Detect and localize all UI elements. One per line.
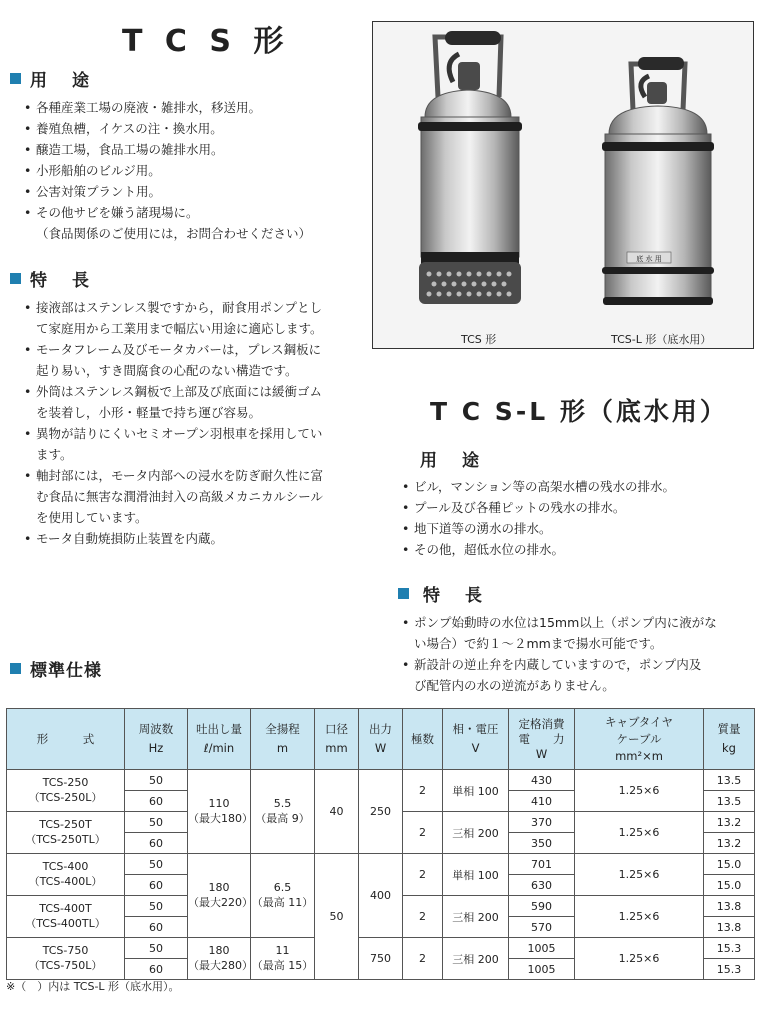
- phase-cell: 単相 100: [443, 854, 509, 896]
- header-mass: 質量 kg: [704, 709, 755, 770]
- section-marker-icon: [10, 273, 21, 284]
- header-model: 形 式: [7, 709, 125, 770]
- head-cell: 11 （最高 15）: [251, 938, 315, 980]
- pump-illustration: [373, 22, 753, 348]
- power-cell: 630: [509, 875, 575, 896]
- power-cell: 410: [509, 791, 575, 812]
- mass-cell: 15.3: [704, 959, 755, 980]
- header-freq: 周波数 Hz: [125, 709, 188, 770]
- header-power: 定格消費 電 力 W: [509, 709, 575, 770]
- freq-cell: 60: [125, 917, 188, 938]
- tcs-usage-heading: 用 途: [10, 66, 93, 91]
- tcs-features-heading: 特 長: [10, 266, 93, 291]
- discharge-cell: 180 （最大220）: [188, 854, 251, 938]
- mass-cell: 13.2: [704, 833, 755, 854]
- mass-cell: 13.5: [704, 770, 755, 791]
- table-row: [7, 854, 755, 875]
- power-cell: 570: [509, 917, 575, 938]
- footnote: ※（ ）内は TCS-L 形（底水用）。: [6, 980, 180, 993]
- header-bore: 口径 mm: [315, 709, 359, 770]
- tcs-pump-image: [418, 31, 522, 304]
- model-cell: TCS-250T （TCS-250TL）: [7, 812, 125, 854]
- spec-table: [6, 708, 755, 980]
- output-cell: 250: [359, 770, 403, 854]
- tcs-title: T C S 形: [122, 24, 290, 59]
- mass-cell: 13.8: [704, 917, 755, 938]
- table-row: [7, 938, 755, 959]
- output-cell: 400: [359, 854, 403, 938]
- tcsl-usage-list: [400, 476, 756, 560]
- head-cell: 5.5 （最高 9）: [251, 770, 315, 854]
- freq-cell: 50: [125, 938, 188, 959]
- header-output: 出力 W: [359, 709, 403, 770]
- power-cell: 370: [509, 812, 575, 833]
- tcsl-usage-heading: 用 途: [420, 451, 483, 471]
- output-cell: 750: [359, 938, 403, 980]
- list-item: • 地下道等の湧水の排水。: [400, 518, 756, 539]
- list-item: • その他，超低水位の排水。: [400, 539, 756, 560]
- list-item: • 軸封部には，モータ内部への浸水を防ぎ耐久性に富: [22, 465, 367, 486]
- discharge-cell: 110 （最大180）: [188, 770, 251, 854]
- header-cable: キャブタイヤ ケーブル mm²×m: [575, 709, 704, 770]
- list-item: び配管内の水の逆流がありません。: [414, 678, 615, 693]
- list-item: を装着し，小形・軽量で持ち運び容易。: [36, 405, 262, 420]
- spec-heading: 標準仕様: [10, 656, 102, 681]
- phase-cell: 三相 200: [443, 938, 509, 980]
- poles-cell: 2: [403, 896, 443, 938]
- cable-cell: 1.25×6: [575, 896, 704, 938]
- cable-cell: 1.25×6: [575, 938, 704, 980]
- list-item: • 各種産業工場の廃液・雑排水，移送用。: [22, 97, 362, 118]
- table-header-row: [7, 709, 755, 770]
- tcs-usage-list: [22, 97, 362, 244]
- list-item: む食品に無害な潤滑油封入の高級メカニカルシール: [36, 489, 323, 504]
- list-item: • その他サビを嫌う諸現場に。: [22, 202, 362, 223]
- model-cell: TCS-750 （TCS-750L）: [7, 938, 125, 980]
- mass-cell: 13.8: [704, 896, 755, 917]
- list-item: • 異物が詰りにくいセミオープン羽根車を採用してい: [22, 423, 367, 444]
- power-cell: 350: [509, 833, 575, 854]
- freq-cell: 50: [125, 854, 188, 875]
- list-item: • 新設計の逆止弁を内蔵していますので，ポンプ内及: [400, 654, 758, 675]
- cable-cell: 1.25×6: [575, 812, 704, 854]
- header-poles: 極数: [403, 709, 443, 770]
- list-item: • 接液部はステンレス製ですから，耐食用ポンプとし: [22, 297, 367, 318]
- tcsl-features-heading: 特 長: [398, 581, 486, 606]
- cable-cell: 1.25×6: [575, 770, 704, 812]
- header-head: 全揚程 m: [251, 709, 315, 770]
- table-row: [7, 770, 755, 791]
- list-item: • モータ自動焼損防止装置を内蔵。: [22, 528, 367, 549]
- head-cell: 6.5 （最高 11）: [251, 854, 315, 938]
- section-marker-icon: [10, 663, 21, 674]
- list-item: • 公害対策プラント用。: [22, 181, 362, 202]
- discharge-cell: 180 （最大280）: [188, 938, 251, 980]
- freq-cell: 60: [125, 791, 188, 812]
- power-cell: 430: [509, 770, 575, 791]
- mass-cell: 13.2: [704, 812, 755, 833]
- phase-cell: 三相 200: [443, 896, 509, 938]
- header-phase: 相・電圧 V: [443, 709, 509, 770]
- tcs-features-list: [22, 297, 367, 549]
- poles-cell: 2: [403, 938, 443, 980]
- list-item: • 外筒はステンレス鋼板で上部及び底面には緩衝ゴム: [22, 381, 367, 402]
- freq-cell: 60: [125, 833, 188, 854]
- mass-cell: 15.0: [704, 875, 755, 896]
- cable-cell: 1.25×6: [575, 854, 704, 896]
- pump-label: 底 水 用: [636, 255, 662, 263]
- poles-cell: 2: [403, 854, 443, 896]
- model-cell: TCS-400 （TCS-400L）: [7, 854, 125, 896]
- list-item: • プール及び各種ピットの残水の排水。: [400, 497, 756, 518]
- header-discharge: 吐出し量 ℓ/min: [188, 709, 251, 770]
- caption-tcs: TCS 形: [461, 333, 497, 346]
- product-photo: [372, 21, 754, 349]
- freq-cell: 50: [125, 896, 188, 917]
- usage-note: （食品関係のご使用には，お問合わせください）: [36, 226, 312, 241]
- model-cell: TCS-400T （TCS-400TL）: [7, 896, 125, 938]
- power-cell: 701: [509, 854, 575, 875]
- mass-cell: 15.3: [704, 938, 755, 959]
- list-item: 起り易い，すき間腐食の心配のない構造です。: [36, 363, 298, 378]
- model-cell: TCS-250 （TCS-250L）: [7, 770, 125, 812]
- phase-cell: 単相 100: [443, 770, 509, 812]
- list-item: を使用しています。: [36, 510, 148, 525]
- power-cell: 1005: [509, 959, 575, 980]
- power-cell: 590: [509, 896, 575, 917]
- caption-tcsl: TCS-L 形（底水用）: [611, 333, 712, 346]
- mass-cell: 13.5: [704, 791, 755, 812]
- tcsl-pump-image: [602, 57, 714, 305]
- freq-cell: 60: [125, 959, 188, 980]
- list-item: • ポンプ始動時の水位は15mm以上（ポンプ内に液がな: [400, 612, 758, 633]
- tcsl-features-list: [400, 612, 758, 696]
- list-item: • 養殖魚槽，イケスの注・換水用。: [22, 118, 362, 139]
- section-marker-icon: [10, 73, 21, 84]
- poles-cell: 2: [403, 812, 443, 854]
- list-item: て家庭用から工業用まで幅広い用途に適応します。: [36, 321, 323, 336]
- list-item: い場合）で約１～２mmまで揚水可能です。: [414, 636, 663, 651]
- list-item: ます。: [36, 447, 73, 462]
- freq-cell: 60: [125, 875, 188, 896]
- freq-cell: 50: [125, 812, 188, 833]
- list-item: • モータフレーム及びモータカバーは，プレス鋼板に: [22, 339, 367, 360]
- bore-cell: 50: [315, 854, 359, 980]
- power-cell: 1005: [509, 938, 575, 959]
- list-item: • 醸造工場，食品工場の雑排水用。: [22, 139, 362, 160]
- freq-cell: 50: [125, 770, 188, 791]
- poles-cell: 2: [403, 770, 443, 812]
- section-marker-icon: [398, 588, 409, 599]
- bore-cell: 40: [315, 770, 359, 854]
- tcsl-title: T C S-L 形（底水用）: [430, 397, 728, 426]
- list-item: • 小形船舶のビルジ用。: [22, 160, 362, 181]
- list-item: • ビル，マンション等の高架水槽の残水の排水。: [400, 476, 756, 497]
- phase-cell: 三相 200: [443, 812, 509, 854]
- mass-cell: 15.0: [704, 854, 755, 875]
